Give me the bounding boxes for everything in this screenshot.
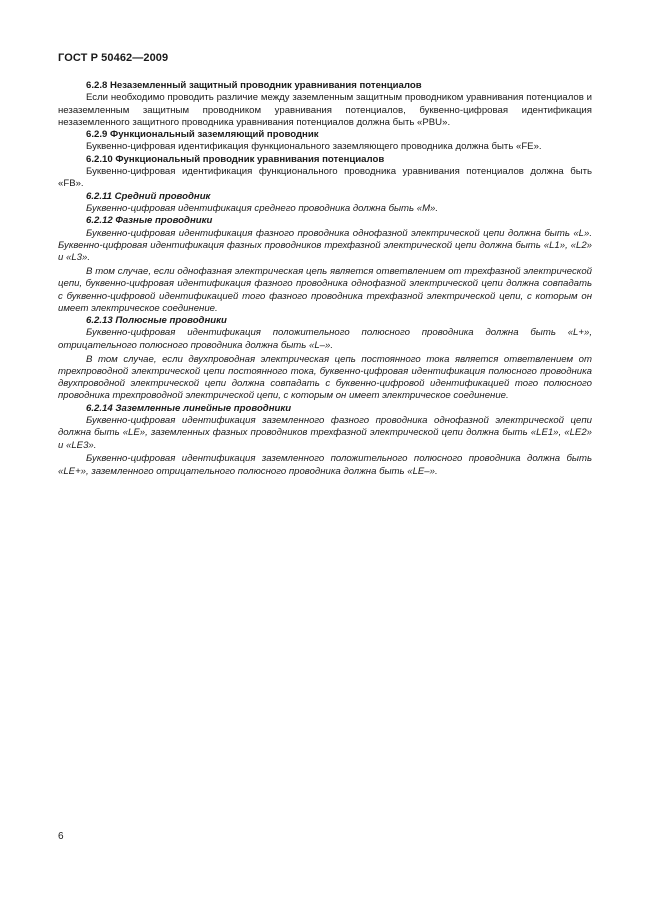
- section-paragraph: Буквенно-цифровая идентификация заземленного положительного полюсного проводника должна быть «LE+», заземленного отрицательного полюсного проводника должна быть «LE–».: [58, 453, 592, 477]
- section-heading-6-2-11: 6.2.11 Средний проводник: [86, 190, 211, 202]
- document-header: ГОСТ Р 50462—2009: [58, 52, 169, 64]
- section-paragraph: Буквенно-цифровая идентификация функционального заземляющего проводника должна быть «FE».: [86, 141, 542, 153]
- section-paragraph: Буквенно-цифровая идентификация функционального проводника уравнивания потенциалов должна быть «FB».: [58, 166, 592, 190]
- section-paragraph: Буквенно-цифровая идентификация среднего проводника должна быть «M».: [86, 202, 439, 214]
- page-number: 6: [58, 831, 64, 842]
- section-heading-6-2-12: 6.2.12 Фазные проводники: [86, 215, 213, 227]
- section-heading-6-2-8: 6.2.8 Незаземленный защитный проводник уравнивания потенциалов: [86, 80, 422, 91]
- section-heading-6-2-14: 6.2.14 Заземленные линейные проводники: [86, 402, 292, 414]
- section-paragraph: Буквенно-цифровая идентификация фазного проводника однофазной электрической цепи должна быть «L». Буквенно-цифровая идентификация фазных проводников трехфазной электрической цепи должна быть «L1», «L2» и «L3».: [58, 227, 592, 264]
- section-paragraph: В том случае, если двухпроводная электрическая цепь постоянного тока является ответвлением от трехпроводной электрической цепи постоянного тока, буквенно-цифровая идентификация полюсного проводника двухпроводной электрической цепи должна совпадать с буквенно-цифровой идентификацией того полюсного проводника трехпроводной электрической цепи, с которым он имеет электрическое соединение.: [58, 353, 592, 402]
- section-paragraph: В том случае, если однофазная электрическая цепь является ответвлением от трехфазной электрической цепи, буквенно-цифровая идентификация фазного проводника однофазной электрической цепи должна совпадать с буквенно-цифровой идентификацией того фазного проводника трехфазной электрической цепи, с которым он имеет электрическое соединение.: [58, 265, 592, 314]
- section-paragraph: Буквенно-цифровая идентификация заземленного фазного проводника однофазной электрической цепи должна быть «LE», заземленных фазных проводников трехфазной электрической цепи должна быть «LE1», «LE2» и «LE3».: [58, 415, 592, 451]
- section-heading-6-2-10: 6.2.10 Функциональный проводник уравнивания потенциалов: [86, 153, 385, 165]
- document-body: [58, 80, 592, 478]
- section-paragraph: Если необходимо проводить различие между заземленным защитным проводником уравнивания потенциалов и незаземленным защитным проводником уравнивания потенциалов, буквенно-цифровая идентификация незаземленного защитного проводника уравнивания потенциалов должна быть «PBU».: [58, 92, 592, 128]
- section-heading-6-2-13: 6.2.13 Полюсные проводники: [86, 315, 227, 327]
- section-paragraph: Буквенно-цифровая идентификация положительного полюсного проводника должна быть «L+», отрицательного полюсного проводника должна быть «L–».: [58, 327, 592, 351]
- section-heading-6-2-9: 6.2.9 Функциональный заземляющий проводник: [86, 129, 319, 141]
